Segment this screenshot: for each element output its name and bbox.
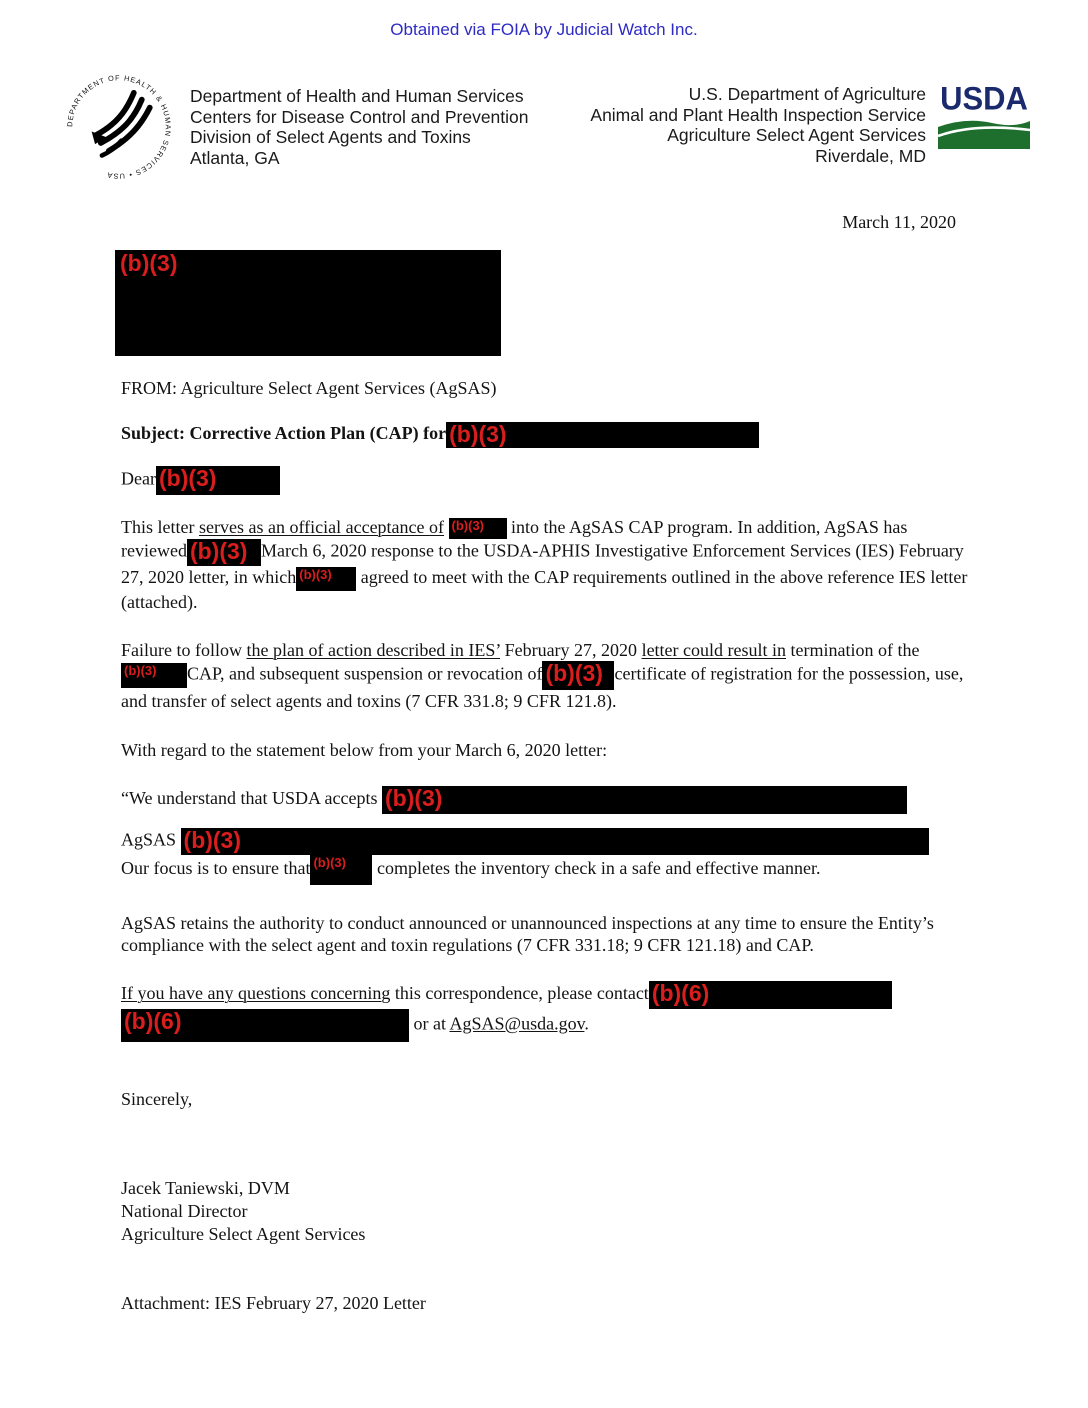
foia-banner: Obtained via FOIA by Judicial Watch Inc. — [390, 20, 698, 39]
redaction-box — [121, 663, 187, 688]
subject-line — [121, 422, 970, 448]
redaction-box — [542, 661, 614, 690]
text-run: into the AgSAS CAP program. In addition, AgSAS has reviewed — [121, 517, 908, 561]
text-run: March 6, 2020 response to the USDA-APHIS Investigative Enforcement Services (IES) February 27, 2020 letter, in which — [121, 541, 964, 588]
redaction-exemption-label: (b)(6) — [124, 1008, 182, 1035]
usda-agsas-line: Agriculture Select Agent Services — [667, 125, 926, 145]
redaction-exemption-label: (b)(3) — [384, 785, 443, 812]
text-run: This letter — [121, 517, 199, 537]
text-run: serves as an official acceptance of — [198, 517, 445, 537]
hhs-eagle-icon — [96, 93, 150, 156]
text-run: the plan of action described in IES’ — [246, 640, 501, 661]
signature-name: Jacek Taniewski, DVM — [121, 1178, 290, 1199]
letter-body — [121, 250, 970, 1314]
text-run: . — [584, 1013, 589, 1034]
text-run: termination of the — [786, 640, 920, 661]
text-run: or at — [409, 1013, 450, 1034]
text-run: letter could result in — [641, 640, 787, 661]
usda-letterhead-block — [590, 78, 1030, 166]
redaction-box — [115, 250, 501, 356]
paragraph-statement-intro — [121, 739, 970, 761]
from-line: FROM: Agriculture Select Agent Services (AgSAS) — [121, 378, 497, 398]
redaction-exemption-label: (b)(3) — [545, 660, 603, 687]
redaction-exemption-label: (b)(3) — [313, 855, 346, 871]
paragraph-acceptance — [121, 516, 970, 613]
hhs-seal-icon — [62, 70, 176, 184]
paragraph-contact-info — [121, 981, 970, 1042]
redaction-box — [449, 518, 507, 539]
quoted-statement — [121, 786, 970, 814]
redaction-exemption-label: (b)(3) — [299, 567, 332, 583]
text-run: AgSAS — [121, 829, 181, 850]
text-run: this correspondence, please contact — [390, 983, 649, 1004]
signature-title: National Director — [121, 1201, 248, 1222]
closing-line: Sincerely, — [121, 1089, 193, 1110]
hhs-letterhead-block — [62, 73, 529, 184]
text-run: If you have any questions concerning — [121, 983, 391, 1004]
text-run: completes the inventory check in a safe and effective manner. — [372, 858, 821, 879]
text-run: Our focus is to ensure that — [121, 858, 311, 879]
text-run: Subject: Corrective Action Plan (CAP) for — [121, 423, 447, 444]
text-run: “We understand that USDA accepts — [121, 788, 382, 809]
signature-block — [121, 1177, 970, 1246]
date-line: March 11, 2020 — [842, 212, 956, 232]
redaction-box — [187, 539, 261, 566]
hhs-seal-text: DEPARTMENT OF HEALTH & HUMAN SERVICES • USA — [65, 73, 173, 181]
redaction-box — [649, 981, 892, 1009]
text-run: certificate of registration for the possession, use, and transfer of select agents and toxins (7 CFR 331.8; 9 CFR 121.8). — [121, 663, 964, 712]
usda-field-icon — [938, 115, 1030, 149]
redaction-box — [296, 567, 356, 591]
redaction-exemption-label: (b)(3) — [120, 250, 178, 276]
text-run: AgSAS retains the authority to conduct announced or unannounced inspections at any time to ensure the Entity’s compliance with the select agent and toxin regulations (7 CFR 331.18; 9 CFR 121.18) and CAP. — [121, 913, 934, 956]
signature-org: Agriculture Select Agent Services — [121, 1224, 366, 1245]
redaction-box — [181, 828, 929, 855]
redaction-exemption-label: (b)(3) — [451, 518, 485, 534]
usda-wordmark: USDA — [940, 80, 1028, 117]
svg-text:DEPARTMENT OF HEALTH & HUMAN S — [65, 73, 173, 181]
text-run: With regard to the statement below from your March 6, 2020 letter: — [121, 740, 608, 761]
redaction-exemption-label: (b)(3) — [158, 465, 217, 491]
redaction-exemption-label: (b)(3) — [449, 421, 507, 447]
redaction-box — [156, 466, 280, 495]
salutation-line — [121, 466, 970, 495]
redaction-box — [446, 422, 759, 448]
text-run: CAP, and subsequent suspension or revocation of — [187, 663, 543, 684]
redaction-exemption-label: (b)(3) — [183, 827, 242, 854]
paragraph-inspection-authority — [121, 912, 970, 956]
paragraph-agsas-focus — [121, 828, 970, 885]
text-run: Failure to follow — [121, 640, 247, 661]
agsas-email-link[interactable]: AgSAS@usda.gov — [449, 1013, 585, 1034]
redaction-exemption-label: (b)(3) — [189, 538, 248, 565]
hhs-division-line: Division of Select Agents and Toxins — [190, 127, 471, 147]
redaction-exemption-label: (b)(6) — [651, 980, 710, 1007]
usda-dept-line: U.S. Department of Agriculture — [688, 84, 926, 104]
attachment-line: Attachment: IES February 27, 2020 Letter — [121, 1293, 426, 1314]
paragraph-failure-warning — [121, 639, 970, 712]
text-run: agreed to meet with the CAP requirements outlined in the above reference IES letter (attached). — [121, 567, 968, 613]
text-run: February 27, 2020 — [500, 640, 642, 661]
text-run: Dear — [121, 468, 156, 489]
hhs-cdc-line: Centers for Disease Control and Prevention — [190, 106, 529, 127]
hhs-dept-line: Department of Health and Human Services — [190, 86, 524, 106]
redaction-box — [382, 786, 907, 814]
letterhead — [62, 73, 1030, 184]
redaction-box — [121, 1009, 409, 1042]
redaction-box — [310, 855, 372, 885]
redaction-exemption-label: (b)(3) — [124, 663, 157, 679]
usda-city-line: Riverdale, MD — [815, 145, 926, 166]
hhs-city-line: Atlanta, GA — [190, 147, 280, 168]
usda-aphis-line: Animal and Plant Health Inspection Service — [590, 104, 926, 125]
usda-logo-icon — [938, 78, 1030, 166]
